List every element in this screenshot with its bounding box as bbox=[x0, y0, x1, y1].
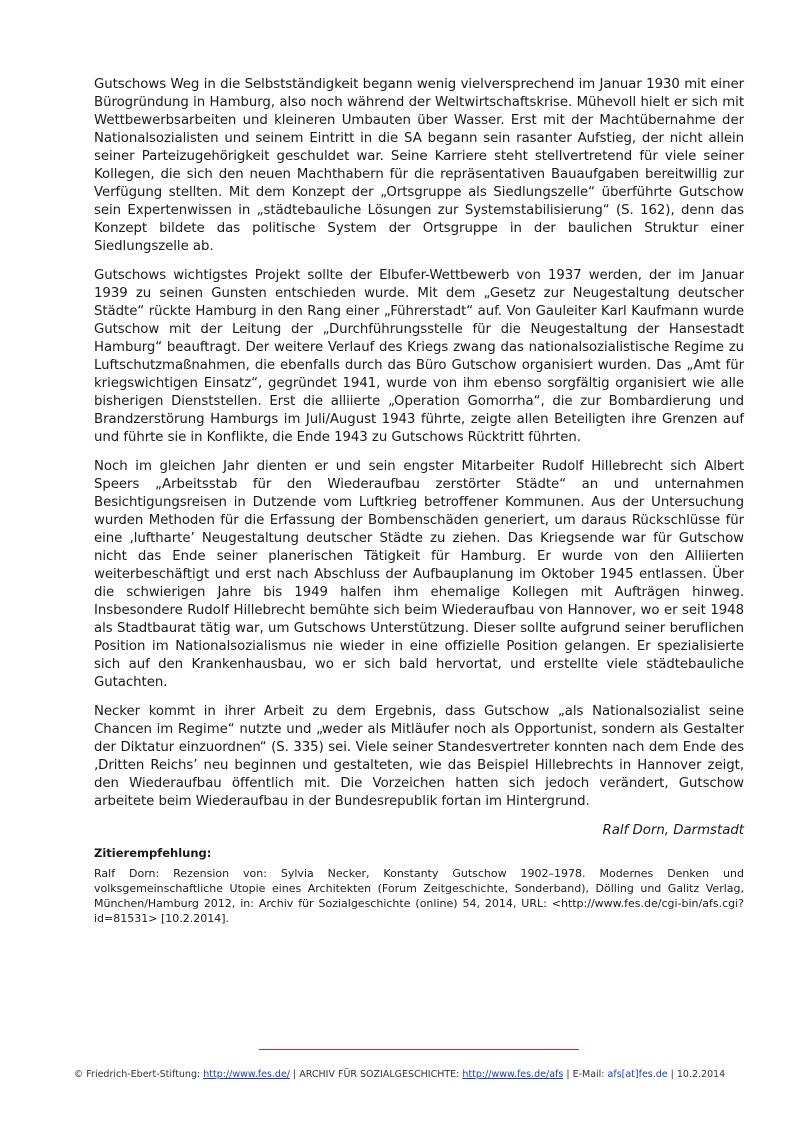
author-signature: Ralf Dorn, Darmstadt bbox=[602, 823, 744, 838]
citation-text: Ralf Dorn: Rezension von: Sylvia Necker, Konstanty Gutschow 1902–1978. Modernes Denken und volksgemeinschaftliche Utopie eines Architekten (Forum Zeitgeschichte, Sonderband), Dölling und Galitz Verlag, München/Hamburg 2012, in: Archiv für Sozialgeschichte (online) 54, 2014, URL: <http://www.fes.de/cgi-bin/afs.cgi?id=81531> [10.2.2014]. bbox=[94, 867, 744, 925]
fes-link[interactable]: http://www.fes.de/ bbox=[203, 1069, 291, 1080]
footer-date: | 10.2.2014 bbox=[667, 1069, 726, 1080]
afs-link[interactable]: http://www.fes.de/afs bbox=[462, 1069, 564, 1080]
footer-email-label: | E-Mail: bbox=[563, 1069, 608, 1080]
page-footer bbox=[0, 1069, 799, 1080]
footer-divider bbox=[259, 1049, 579, 1050]
paragraph-1: Gutschows Weg in die Selbstständigkeit begann wenig vielversprechend im Januar 1930 mit einer Bürogründung in Hamburg, also noch während der Weltwirtschaftskrise. Mühevoll hielt er sich mit Wettbewerbsarbeiten und kleineren Umbauten über Wasser. Erst mit der Machtübernahme der Nationalsozialisten und seinem Eintritt in die SA begann sein rasanter Aufstieg, der nicht allein seiner Parteizugehörigkeit geschuldet war. Seine Karriere steht stellvertretend für viele seiner Kollegen, die sich den neuen Machthabern für die repräsentativen Bauaufgaben bereitwillig zur Verfügung stellten. Mit dem Konzept der „Ortsgruppe als Siedlungszelle“ überführte Gutschow sein Expertenwissen in „städtebauliche Lösungen zur Systemstabilisierung“ (S. 162), denn das Konzept bildete das politische System der Ortsgruppe in der baulichen Struktur einer Siedlungszelle ab. bbox=[94, 77, 744, 254]
paragraph-2: Gutschows wichtigstes Projekt sollte der Elbufer-Wettbewerb von 1937 werden, der im Januar 1939 zu seinen Gunsten entschieden wurde. Mit dem „Gesetz zur Neugestaltung deutscher Städte“ rückte Hamburg in den Rang einer „Führerstadt“ auf. Von Gauleiter Karl Kaufmann wurde Gutschow mit der Leitung der „Durchführungsstelle für die Neugestaltung der Hansestadt Hamburg“ beauftragt. Der weitere Verlauf des Kriegs zwang das nationalsozialistische Regime zu Luftschutzmaßnahmen, die ebenfalls durch das Büro Gutschow organisiert wurden. Das „Amt für kriegswichtigen Einsatz“, gegründet 1941, wurde von ihm ebenso sorgfältig organisiert wie alle bisherigen Dienststellen. Erst die alliierte „Operation Gomorrha“, die zur Bombardierung und Brandzerstörung Hamburgs im Juli/August 1943 führte, zeigte allen Beteiligten ihre Grenzen auf und führte sie in Konflikte, die Ende 1943 zu Gutschows Rücktritt führten. bbox=[94, 268, 744, 445]
paragraph-4: Necker kommt in ihrer Arbeit zu dem Ergebnis, dass Gutschow „als Nationalsozialist seine Chancen im Regime“ nutzte und „weder als Mitläufer noch als Opportunist, sondern als Gestalter der Diktatur einzuordnen“ (S. 335) sei. Viele seiner Standesvertreter konnten nach dem Ende des ‚Dritten Reichs’ neu beginnen und gestalteten, wie das Beispiel Hillebrechts in Hannover zeigt, den Wiederaufbau öffentlich mit. Die Vorzeichen hatten sich jedoch verändert, Gutschow arbeitete beim Wiederaufbau in der Bundesrepublik fortan im Hintergrund. bbox=[94, 704, 744, 809]
footer-archive-label: | ARCHIV FÜR SOZIALGESCHICHTE: bbox=[290, 1069, 463, 1080]
footer-copyright: © Friedrich-Ebert-Stiftung: bbox=[73, 1069, 204, 1080]
footer-email[interactable]: afs[at]fes.de bbox=[607, 1069, 668, 1080]
citation-heading: Zitierempfehlung: bbox=[94, 846, 212, 860]
paragraph-3: Noch im gleichen Jahr dienten er und sein engster Mitarbeiter Rudolf Hillebrecht sich Albert Speers „Arbeitsstab für den Wiederaufbau zerstörter Städte“ an und unternahmen Besichtigungsreisen in Dutzende vom Luftkrieg betroffener Kommunen. Aus der Untersuchung wurden Methoden für die Erfassung der Bombenschäden generiert, um daraus Rückschlüsse für eine ‚luftharte’ Neugestaltung deutscher Städte zu ziehen. Das Kriegsende war für Gutschow nicht das Ende seiner planerischen Tätigkeit für Hamburg. Er wurde von den Alliierten weiterbeschäftigt und erst nach Abschluss der Aufbauplanung im Oktober 1945 entlassen. Über die schwierigen Jahre bis 1949 halfen ihm ehemalige Kollegen mit Aufträgen hinweg. Insbesondere Rudolf Hillebrecht bemühte sich beim Wiederaufbau von Hannover, wo er seit 1948 als Stadtbaurat tätig war, um Gutschows Unterstützung. Dieser sollte aufgrund seiner beruflichen Position im Nationalsozialismus nie wieder in eine offizielle Position gelangen. Er spezialisierte sich auf den Krankenhausbau, wo er sich bald hervortat, und erstellte viele städtebauliche Gutachten. bbox=[94, 459, 744, 690]
review-body bbox=[94, 76, 744, 840]
